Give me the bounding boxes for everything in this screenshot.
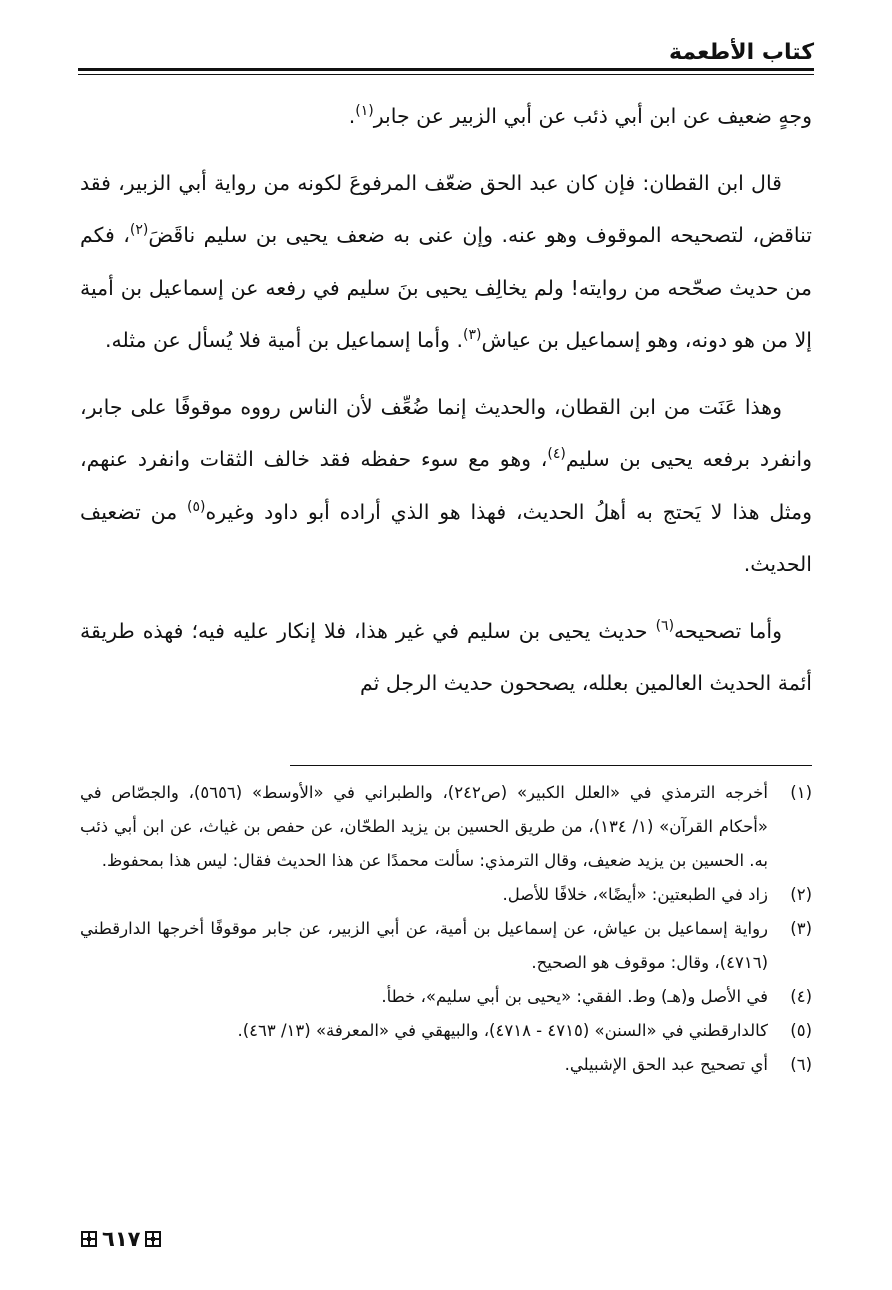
footnote-ref: (١)	[355, 103, 374, 119]
footnote-ref: (٥)	[187, 498, 206, 515]
paragraph-text: . وأما إسماعيل بن أمية فلا يُسأل عن مثله.	[104, 328, 463, 352]
main-text	[80, 90, 812, 710]
footnote-ref: (٢)	[129, 222, 149, 238]
page-number: ٦١٧	[102, 1227, 141, 1251]
paragraph-4	[80, 605, 812, 710]
footnote-item	[80, 912, 812, 980]
footnote-item	[80, 776, 812, 878]
footnote-text: رواية إسماعيل بن عياش، عن إسماعيل بن أمية، عن أبي الزبير، عن جابر موقوفًا أخرجها الدارقطني (٤٧١٦)، وقال: موقوف هو الصحيح.	[80, 919, 768, 972]
header-rule-thick	[78, 68, 814, 71]
running-title: كتاب الأطعمة	[669, 40, 814, 65]
paragraph-1	[80, 90, 812, 143]
paragraph-text: ، فكم من حديث صحّحه من روايته! ولم يخالِف يحيى بنَ سليم في رفعه عن إسماعيل بن أمية إلا من هو دونه، وهو إسماعيل بن عياش	[80, 223, 812, 352]
footnote-item	[80, 1014, 812, 1048]
ornament-left-icon	[80, 1230, 98, 1248]
paragraph-text: وجهٍ ضعيف عن ابن أبي ذئب عن أبي الزبير عن جابر	[373, 104, 812, 128]
footnote-number: (٥)	[790, 1021, 812, 1040]
paragraph-text: حديث يحيى بن سليم في غير هذا، فلا إنكار عليه فيه؛ فهذه طريقة أئمة الحديث العالمين بعلله، يصححون حديث الرجل ثم	[80, 618, 812, 695]
footnote-ref: (٣)	[462, 327, 482, 343]
paragraph-text: .	[348, 104, 356, 128]
footnote-number: (٦)	[790, 1055, 812, 1074]
header-rule-thin	[78, 74, 814, 75]
footnote-number: (٢)	[790, 885, 812, 904]
footnote-item	[80, 980, 812, 1014]
footnote-separator	[290, 765, 812, 766]
footnotes	[80, 776, 812, 1082]
footnote-text: أي تصحيح عبد الحق الإشبيلي.	[564, 1055, 768, 1074]
footnote-number: (٤)	[790, 987, 812, 1006]
footnote-number: (١)	[790, 783, 812, 802]
footnote-item	[80, 878, 812, 912]
footnote-number: (٣)	[790, 919, 812, 938]
page-number-block	[80, 1227, 162, 1251]
paragraph-text: من تضعيف الحديث.	[80, 499, 812, 576]
paragraph-2	[80, 157, 812, 367]
paragraph-text: وأما تصحيحه	[674, 618, 782, 643]
paragraph-text: وهذا عَنَت من ابن القطان، والحديث إنما ضُعِّف لأن الناس رووه موقوفًا على جابر، وانفرد برفعه يحيى بن سليم	[80, 394, 812, 471]
paragraph-text: قال ابن القطان: فإن كان عبد الحق ضعّف المرفوعَ لكونه من رواية أبي الزبير، فقد تناقض، لتصحيحه الموقوف وهو عنه. وإن عنى به ضعف يحيى بن سليم ناقَضَ	[80, 170, 813, 247]
footnote-text: كالدارقطني في «السنن» (٤٧١٥ - ٤٧١٨)، والبيهقي في «المعرفة» (١٣/ ٤٦٣).	[237, 1021, 768, 1040]
footnote-ref: (٦)	[655, 617, 675, 634]
footnote-text: زاد في الطبعتين: «أيضًا»، خلافًا للأصل.	[502, 885, 768, 904]
ornament-right-icon	[144, 1230, 162, 1248]
footnote-ref: (٤)	[547, 446, 566, 462]
footnote-text: أخرجه الترمذي في «العلل الكبير» (ص٢٤٢)، والطبراني في «الأوسط» (٥٦٥٦)، والجصّاص في «أحكام القرآن» (١/ ١٣٤)، من طريق الحسين بن يزيد الطحّان، عن حفص بن غياث، عن ابن أبي ذئب به. الحسين بن يزيد ضعيف، وقال الترمذي: سألت محمدًا عن هذا الحديث فقال: ليس هذا بمحفوظ.	[80, 783, 768, 870]
footnote-text: في الأصل و(هـ) وط. الفقي: «يحيى بن أبي سليم»، خطأ.	[381, 987, 768, 1006]
paragraph-text: ، وهو مع سوء حفظه فقد خالف الثقات وانفرد عنهم، ومثل هذا لا يَحتج به أهلُ الحديث، فهذا هو الذي أراده أبو داود وغيره	[80, 447, 812, 524]
paragraph-3	[80, 381, 812, 591]
footnote-item	[80, 1048, 812, 1082]
